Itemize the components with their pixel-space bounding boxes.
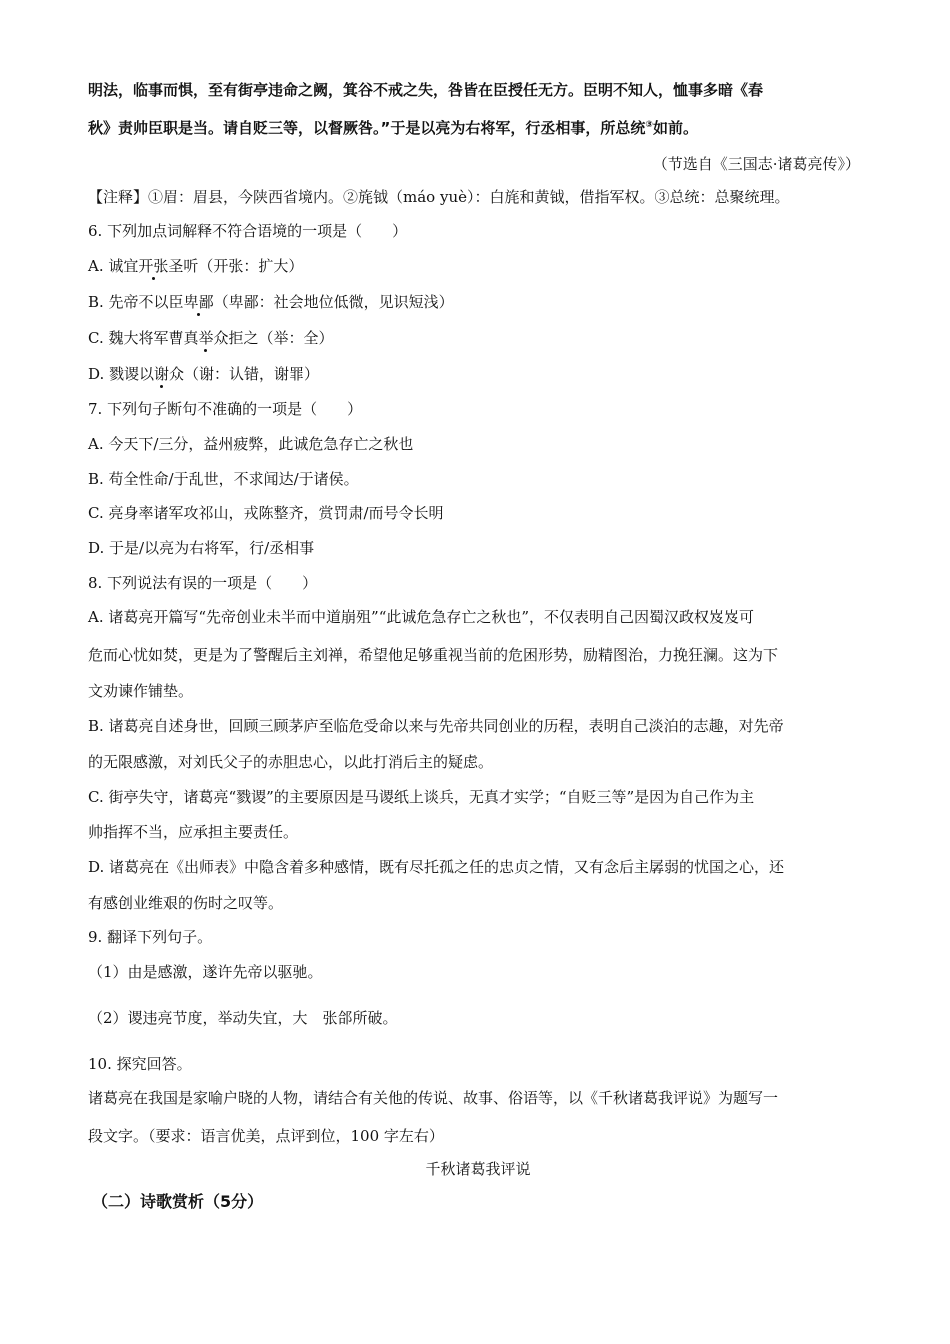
q8-option-b-line-1: B. 诸葛亮自述身世，回顾三顾茅庐至临危受命以来与先帝共同创业的历程，表明自己淡泊的志趣，对先帝 (88, 717, 784, 735)
passage-line-2-end: 如前。 (653, 119, 699, 137)
q6-c-dotted-word: 举 (198, 329, 214, 347)
q6-d-suffix: 众（谢：认错，谢罪） (169, 365, 320, 383)
q8-option-d-line-2: 有感创业维艰的伤时之叹等。 (88, 894, 284, 912)
q7-option-a: A. 今天下/三分，益州疲弊，此诚危急存亡之秋也 (88, 435, 414, 453)
q6-d-prefix: D. 戮谡以 (88, 365, 155, 383)
section-2-heading: （二）诗歌赏析（5分） (92, 1192, 264, 1211)
passage-notes: 【注释】①眉：眉县，今陕西省境内。②旄钺（máo yuè）：白旄和黄钺，借指军权。③总统：总聚统理。 (88, 188, 790, 206)
q7-option-c: C. 亮身率诸军攻祁山，戎陈整齐，赏罚肃/而号令长明 (88, 504, 444, 522)
q6-option-a (88, 256, 868, 276)
q8-option-c-line-1: C. 街亭失守，诸葛亮“戮谡”的主要原因是马谡纸上谈兵，无真才实学；“自贬三等”是因为自己作为主 (88, 788, 755, 806)
passage-line-1: 明法，临事而惧，至有街亭违命之阙，箕谷不戒之失，咎皆在臣授任无方。臣明不知人，恤事多暗《春 (88, 81, 764, 99)
q7-option-b: B. 苟全性命/于乱世，不求闻达/于诸侯。 (88, 470, 359, 488)
q6-b-dotted-word: 卑鄙 (183, 293, 214, 311)
q8-option-b-line-2: 的无限感激，对刘氏父子的赤胆忠心，以此打消后主的疑虑。 (88, 753, 494, 771)
q6-a-prefix: A. 诚宜 (88, 257, 139, 275)
q6-a-suffix: 圣听（开张：扩大） (168, 257, 304, 275)
q6-stem: 6. 下列加点词解释不符合语境的一项是（ ） (88, 222, 408, 240)
q9-sentence-2: （2）谡违亮节度，举动失宜，大 张郃所破。 (88, 1009, 398, 1027)
q8-option-a-line-3: 文劝谏作铺垫。 (88, 682, 194, 700)
q7-option-d: D. 于是/以亮为右将军，行/丞相事 (88, 539, 315, 557)
passage-line-2-text: 秋》责帅臣职是当。请自贬三等，以督厥咎。”于是以亮为右将军，行丞相事，所总统 (88, 119, 646, 137)
q6-option-c (88, 328, 868, 348)
q10-prompt-line-2: 段文字。（要求：语言优美，点评到位，100 字左右） (88, 1127, 444, 1145)
passage-line-2 (88, 118, 868, 138)
q9-sentence-1: （1）由是感激，遂许先帝以驱驰。 (88, 963, 323, 981)
q8-option-a-line-2: 危而心忧如焚，更是为了警醒后主刘禅，希望他足够重视当前的危困形势，励精图治，力挽狂澜。这为下 (88, 646, 779, 664)
q8-option-a-line-1: A. 诸葛亮开篇写“先帝创业未半而中道崩殂”“此诚危急存亡之秋也”，不仅表明自己因蜀汉政权岌岌可 (88, 608, 755, 626)
q6-b-prefix: B. 先帝不以臣 (88, 293, 184, 311)
q7-stem: 7. 下列句子断句不准确的一项是（ ） (88, 400, 363, 418)
q10-prompt-line-1: 诸葛亮在我国是家喻户晓的人物，请结合有关他的传说、故事、俗语等，以《千秋诸葛我评说》为题写一 (88, 1089, 779, 1107)
q8-option-d-line-1: D. 诸葛亮在《出师表》中隐含着多种感情，既有尽托孤之任的忠贞之情，又有念后主孱弱的忧国之心，还 (88, 858, 785, 876)
passage-source: （节选自《三国志·诸葛亮传》） (652, 155, 860, 173)
q10-stem: 10. 探究回答。 (88, 1055, 192, 1073)
footnote-ref-3: ③ (645, 120, 653, 130)
q9-stem: 9. 翻译下列句子。 (88, 928, 213, 946)
q8-option-c-line-2: 帅指挥不当，应承担主要责任。 (88, 823, 299, 841)
q6-c-suffix: 众拒之（举：全） (213, 329, 334, 347)
q6-c-prefix: C. 魏大将军曹真 (88, 329, 199, 347)
q10-essay-title: 千秋诸葛我评说 (425, 1160, 531, 1178)
q6-option-d (88, 364, 868, 384)
q6-b-suffix: （卑鄙：社会地位低微，见识短浅） (213, 293, 454, 311)
q6-d-dotted-word: 谢 (154, 365, 170, 383)
q6-a-dotted-word: 开张 (138, 257, 169, 275)
q6-option-b (88, 292, 868, 312)
q8-stem: 8. 下列说法有误的一项是（ ） (88, 574, 318, 592)
